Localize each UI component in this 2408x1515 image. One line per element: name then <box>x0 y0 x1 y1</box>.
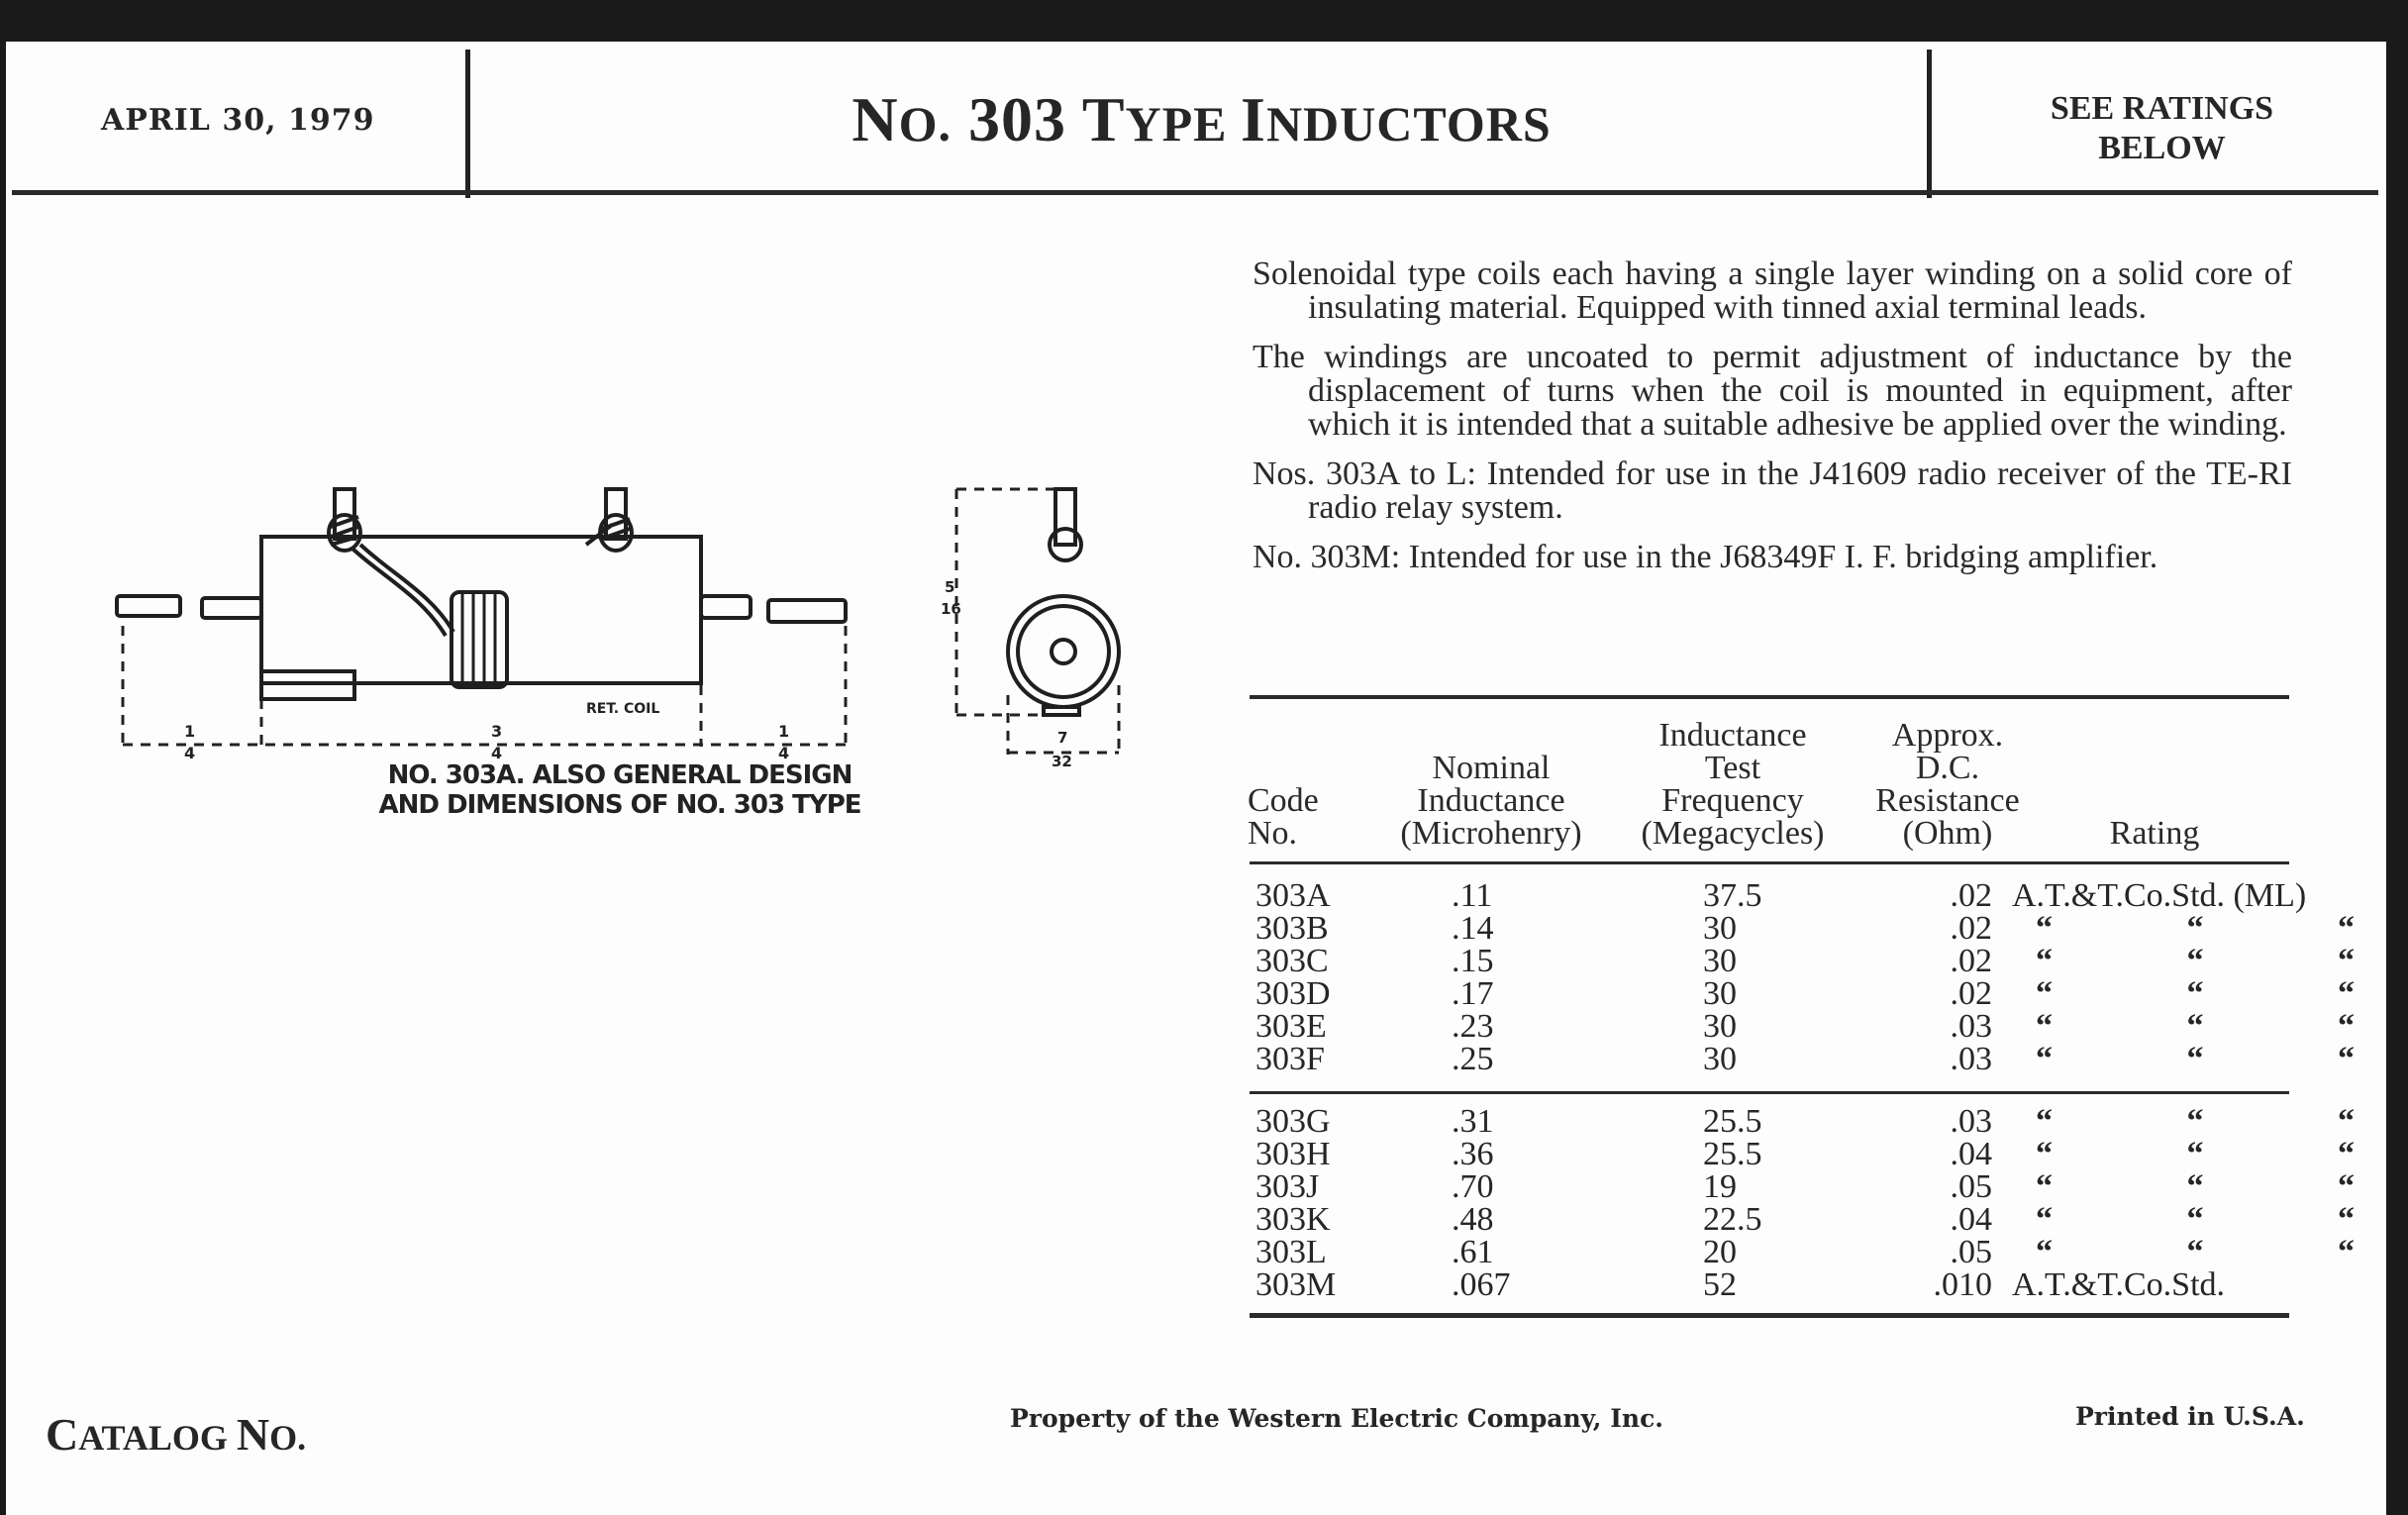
dim-left <box>184 722 195 762</box>
cell-frequency: 30 <box>1703 975 1737 1012</box>
cell-nominal: .25 <box>1452 1041 1494 1077</box>
ditto-mark: “ <box>2338 910 2355 947</box>
dim-fraction-num: 5 <box>945 578 955 596</box>
table-header-rule <box>1250 861 2289 864</box>
ratings-note-line: SEE RATINGS <box>2050 90 2274 127</box>
cell-rating <box>2012 1105 2360 1138</box>
col-header-rating <box>2065 817 2244 850</box>
ditto-mark: “ <box>2186 1103 2204 1140</box>
lead-segment <box>701 596 751 618</box>
col-header-nominal <box>1372 752 1610 850</box>
description-paragraph: Solenoidal type coils each having a single layer winding on a solid core of insulating material. Equipped with tinned axial terminal leads. <box>1253 255 2292 326</box>
lead-segment <box>768 600 846 622</box>
ditto-mark: “ <box>2338 975 2355 1012</box>
cell-resistance: .03 <box>1950 1041 1992 1077</box>
header-line: Resistance <box>1875 782 2020 819</box>
dim-fraction-num: 1 <box>778 722 790 741</box>
caption-line: AND DIMENSIONS OF NO. 303 TYPE <box>378 790 861 820</box>
winding <box>452 592 507 687</box>
cell-resistance: .02 <box>1950 975 1992 1012</box>
cell-frequency: 30 <box>1703 943 1737 979</box>
property-notice: Property of the Western Electric Company, Inc. <box>1010 1404 1664 1433</box>
end-view-inner-ring <box>1018 606 1109 697</box>
cell-code: 303L <box>1255 1234 1327 1270</box>
dim-height <box>941 578 961 618</box>
ditto-mark: “ <box>2036 1103 2053 1140</box>
end-view-terminal <box>1055 489 1075 545</box>
end-view-core <box>1052 640 1075 663</box>
cell-resistance: .04 <box>1950 1201 1992 1238</box>
cell-resistance: .03 <box>1950 1008 1992 1045</box>
cell-resistance: .010 <box>1933 1266 1992 1303</box>
ditto-mark: “ <box>2186 1041 2204 1077</box>
cell-nominal: .067 <box>1452 1266 1511 1303</box>
cell-frequency: 37.5 <box>1703 877 1762 914</box>
cell-rating <box>2012 1236 2360 1268</box>
lead-wire <box>352 549 446 636</box>
title-part: O. <box>898 96 952 152</box>
dim-fraction-den: 32 <box>1052 753 1072 770</box>
header-line: Frequency <box>1661 782 1804 819</box>
table-bottom-rule <box>1250 1313 2289 1318</box>
header-line: Inductance <box>1417 782 1565 819</box>
cell-frequency: 20 <box>1703 1234 1737 1270</box>
cell-rating <box>2012 1138 2360 1170</box>
lead-segment <box>117 596 180 616</box>
col-header-frequency <box>1614 719 1852 850</box>
title-part: T <box>1081 84 1126 154</box>
ditto-mark: “ <box>2338 1168 2355 1205</box>
cell-code: 303A <box>1255 877 1331 914</box>
cell-rating <box>2012 977 2360 1010</box>
ditto-mark: “ <box>2338 1234 2355 1270</box>
cell-nominal: .61 <box>1452 1234 1494 1270</box>
end-view-dimension-lines <box>956 489 1119 755</box>
header-line: Test <box>1704 750 1761 786</box>
ditto-mark: “ <box>2036 1234 2053 1270</box>
header-line: (Ohm) <box>1902 815 1993 852</box>
dim-right <box>778 722 789 762</box>
ditto-mark: “ <box>2186 1008 2204 1045</box>
cell-nominal: .31 <box>1452 1103 1494 1140</box>
cell-resistance: .05 <box>1950 1168 1992 1205</box>
title-part: 303 <box>952 84 1082 154</box>
winding-turns <box>462 594 495 685</box>
title-part: N <box>852 84 899 154</box>
cell-nominal: .14 <box>1452 910 1494 947</box>
ditto-mark: “ <box>2036 943 2053 979</box>
header-line: Nominal <box>1432 750 1551 786</box>
cell-resistance: .02 <box>1950 877 1992 914</box>
description-paragraph: No. 303M: Intended for use in the J68349F I. F. bridging amplifier. <box>1253 539 2158 575</box>
ditto-mark: “ <box>2186 910 2204 947</box>
ditto-mark: “ <box>2186 943 2204 979</box>
ditto-mark: “ <box>2036 1168 2053 1205</box>
cell-nominal: .15 <box>1452 943 1494 979</box>
cell-nominal: .11 <box>1452 877 1493 914</box>
cell-nominal: .48 <box>1452 1201 1494 1238</box>
cell-code: 303D <box>1255 975 1331 1012</box>
cell-frequency: 19 <box>1703 1168 1737 1205</box>
dim-fraction-num: 1 <box>184 722 196 741</box>
cell-resistance: .04 <box>1950 1136 1992 1172</box>
dim-fraction-num: 7 <box>1057 729 1068 747</box>
ditto-mark: “ <box>2036 1041 2053 1077</box>
end-view-outer-ring <box>1008 596 1119 707</box>
title-part: I <box>1241 84 1266 154</box>
ditto-mark: “ <box>2338 1103 2355 1140</box>
cell-rating <box>2012 1203 2360 1236</box>
cell-frequency: 30 <box>1703 1041 1737 1077</box>
document-date: APRIL 30, 1979 <box>101 103 375 138</box>
cell-rating <box>2012 912 2360 945</box>
ditto-mark: “ <box>2036 910 2053 947</box>
cell-frequency: 30 <box>1703 1008 1737 1045</box>
ditto-mark: “ <box>2186 975 2204 1012</box>
dim-fraction-num: 3 <box>491 722 503 741</box>
cell-rating <box>2012 1043 2360 1075</box>
dim-fraction-den: 16 <box>941 600 961 618</box>
ditto-mark: “ <box>2186 1201 2204 1238</box>
description-paragraph: Nos. 303A to L: Intended for use in the J41609 radio receiver of the TE-RI radio relay system. <box>1253 455 2292 526</box>
cell-resistance: .02 <box>1950 910 1992 947</box>
side-view-drawing <box>117 489 846 699</box>
title-part: YPE <box>1125 96 1242 152</box>
cell-rating <box>2012 945 2360 977</box>
cell-code: 303B <box>1255 910 1329 947</box>
drawing-caption <box>362 760 877 820</box>
title-part: NDUCTORS <box>1265 96 1552 152</box>
header-line: (Microhenry) <box>1400 815 1582 852</box>
col-header-code <box>1248 784 1327 850</box>
header-line: No. <box>1248 815 1298 852</box>
ditto-mark: “ <box>2338 1201 2355 1238</box>
cell-code: 303G <box>1255 1103 1331 1140</box>
dim-fraction-den: 4 <box>491 744 503 762</box>
cell-code: 303C <box>1255 943 1329 979</box>
cell-frequency: 25.5 <box>1703 1103 1762 1140</box>
cell-nominal: .36 <box>1452 1136 1494 1172</box>
cell-code: 303E <box>1255 1008 1327 1045</box>
ditto-mark: “ <box>2338 1136 2355 1172</box>
ditto-mark: “ <box>2338 943 2355 979</box>
ditto-mark: “ <box>2036 1136 2053 1172</box>
end-view-tab <box>1044 707 1079 715</box>
description-paragraph: The windings are uncoated to permit adjustment of inductance by the displacement of turns when the coil is mounted in equipment, after which it is intended that a suitable adhesive be applied over the winding. <box>1253 339 2292 443</box>
end-view-drawing <box>1008 489 1119 715</box>
dim-center <box>491 722 502 762</box>
cell-code: 303J <box>1255 1168 1320 1205</box>
cell-frequency: 25.5 <box>1703 1136 1762 1172</box>
catalog-part: N <box>236 1409 270 1460</box>
cell-resistance: .02 <box>1950 943 1992 979</box>
cell-code: 303M <box>1255 1266 1337 1303</box>
ditto-mark: “ <box>2186 1234 2204 1270</box>
catalog-part: ATALOG <box>78 1418 237 1458</box>
ratings-note <box>1937 89 2387 168</box>
ditto-mark: “ <box>2186 1168 2204 1205</box>
cell-rating: A.T.&T.Co.Std. (ML) <box>2012 877 2307 914</box>
dim-fraction-den: 4 <box>184 744 196 762</box>
header-line: Approx. <box>1891 717 2004 754</box>
cell-rating <box>2012 1170 2360 1203</box>
ditto-mark: “ <box>2036 1201 2053 1238</box>
dim-width <box>1052 729 1072 770</box>
ditto-mark: “ <box>2338 1008 2355 1045</box>
cell-code: 303H <box>1255 1136 1331 1172</box>
lead-segment <box>202 598 261 618</box>
cell-nominal: .70 <box>1452 1168 1494 1205</box>
printed-notice: Printed in U.S.A. <box>2075 1402 2305 1431</box>
catalog-part: O. <box>269 1418 307 1458</box>
header-line: D.C. <box>1915 750 1980 786</box>
cell-code: 303K <box>1255 1201 1331 1238</box>
lead-wire <box>360 545 453 632</box>
header-line: Rating <box>2109 815 2200 852</box>
header-line: (Megacycles) <box>1641 815 1825 852</box>
coil-body <box>261 537 701 683</box>
table-group-rule <box>1250 1091 2289 1094</box>
cell-resistance: .03 <box>1950 1103 1992 1140</box>
ditto-mark: “ <box>2338 1041 2355 1077</box>
cell-code: 303F <box>1255 1041 1325 1077</box>
ditto-mark: “ <box>2036 975 2053 1012</box>
cell-frequency: 30 <box>1703 910 1737 947</box>
dim-fraction-den: 4 <box>778 744 790 762</box>
cell-resistance: .05 <box>1950 1234 1992 1270</box>
description <box>1253 257 2292 590</box>
document-page <box>6 42 2386 1515</box>
caption-line: NO. 303A. ALSO GENERAL DESIGN <box>387 760 853 790</box>
ditto-mark: “ <box>2186 1136 2204 1172</box>
header-line: Inductance <box>1658 717 1807 754</box>
cell-frequency: 52 <box>1703 1266 1737 1303</box>
catalog-part: C <box>46 1409 79 1460</box>
ditto-mark: “ <box>2036 1008 2053 1045</box>
catalog-number-label <box>46 1408 306 1461</box>
col-header-resistance <box>1854 719 2042 850</box>
header-line: Code <box>1248 782 1319 819</box>
ret-coil-label: RET. COIL <box>586 701 660 717</box>
table-top-rule <box>1250 695 2289 699</box>
inductor-drawing <box>6 42 1194 794</box>
cell-frequency: 22.5 <box>1703 1201 1762 1238</box>
cell-rating: A.T.&T.Co.Std. <box>2012 1266 2226 1303</box>
ratings-note-line: BELOW <box>2098 130 2226 166</box>
cell-nominal: .23 <box>1452 1008 1494 1045</box>
cell-nominal: .17 <box>1452 975 1494 1012</box>
cell-rating <box>2012 1010 2360 1043</box>
